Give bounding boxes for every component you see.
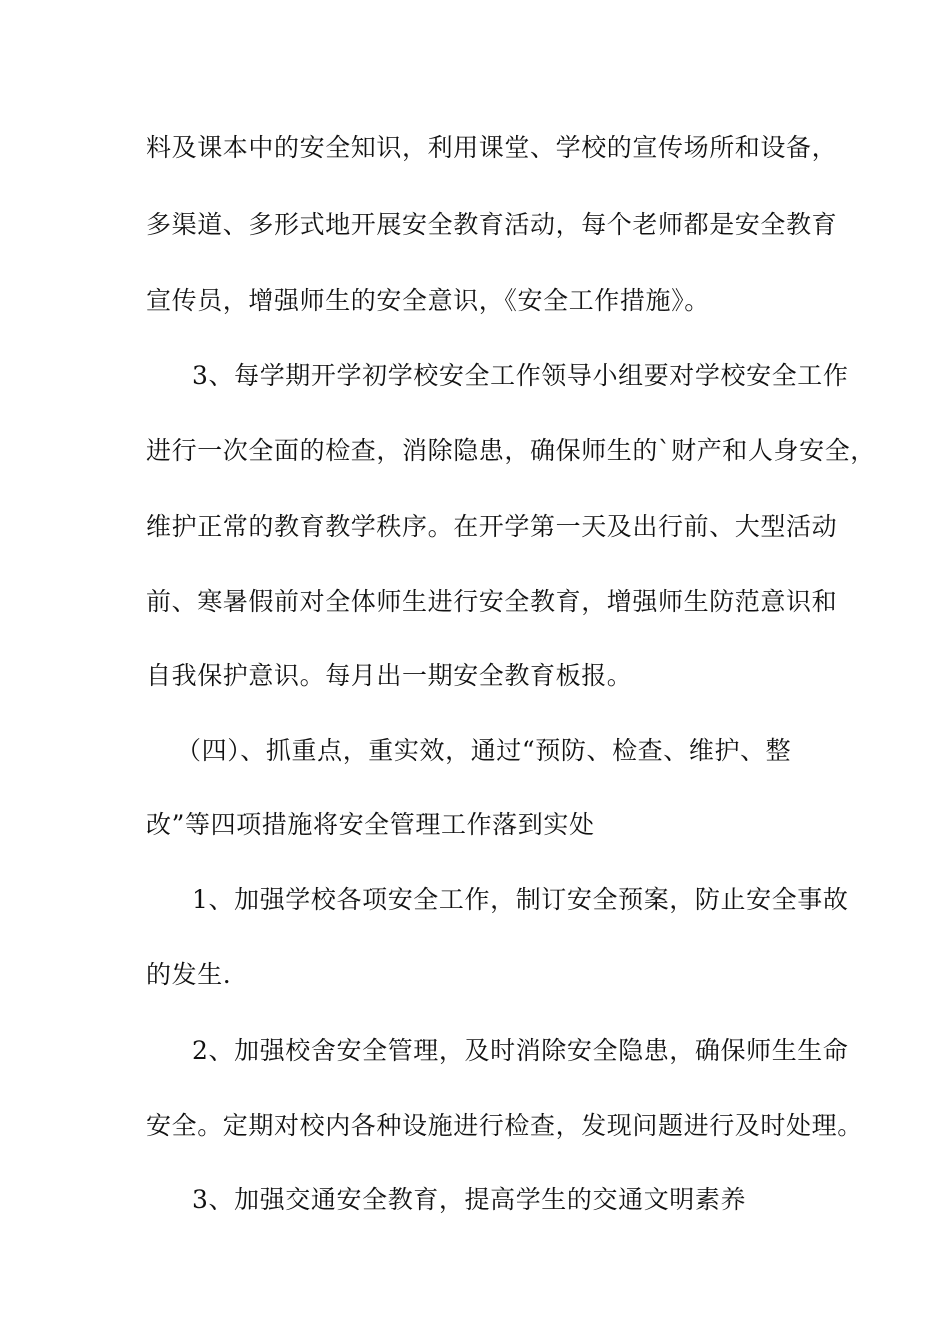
text-line-5: 进行一次全面的检查，消除隐患，确保师生的`财产和人身安全， <box>146 436 876 465</box>
text-line-13: 2、加强校舍安全管理，及时消除安全隐患，确保师生生命 <box>192 1036 849 1065</box>
text-line-6: 维护正常的教育教学秩序。在开学第一天及出行前、大型活动 <box>146 512 838 541</box>
text-line-3: 宣传员，增强师生的安全意识，《安全工作措施》。 <box>146 286 710 315</box>
text-line-4: 3、每学期开学初学校安全工作领导小组要对学校安全工作 <box>192 361 849 390</box>
text-line-9: （四）、抓重点，重实效，通过“预防、检查、维护、整 <box>176 736 792 765</box>
text-line-1: 料及课本中的安全知识，利用课堂、学校的宣传场所和设备， <box>146 133 838 162</box>
text-line-15: 3、加强交通安全教育，提高学生的交通文明素养 <box>192 1185 747 1214</box>
text-line-2: 多渠道、多形式地开展安全教育活动，每个老师都是安全教育 <box>146 210 838 239</box>
text-line-10: 改”等四项措施将安全管理工作落到实处 <box>146 810 595 839</box>
text-line-14: 安全。定期对校内各种设施进行检查，发现问题进行及时处理。 <box>146 1111 863 1140</box>
text-line-7: 前、寒暑假前对全体师生进行安全教育，增强师生防范意识和 <box>146 587 838 616</box>
text-line-12: 的发生. <box>146 960 232 989</box>
text-line-8: 自我保护意识。每月出一期安全教育板报。 <box>146 661 633 690</box>
text-line-11: 1、加强学校各项安全工作，制订安全预案，防止安全事故 <box>192 885 849 914</box>
